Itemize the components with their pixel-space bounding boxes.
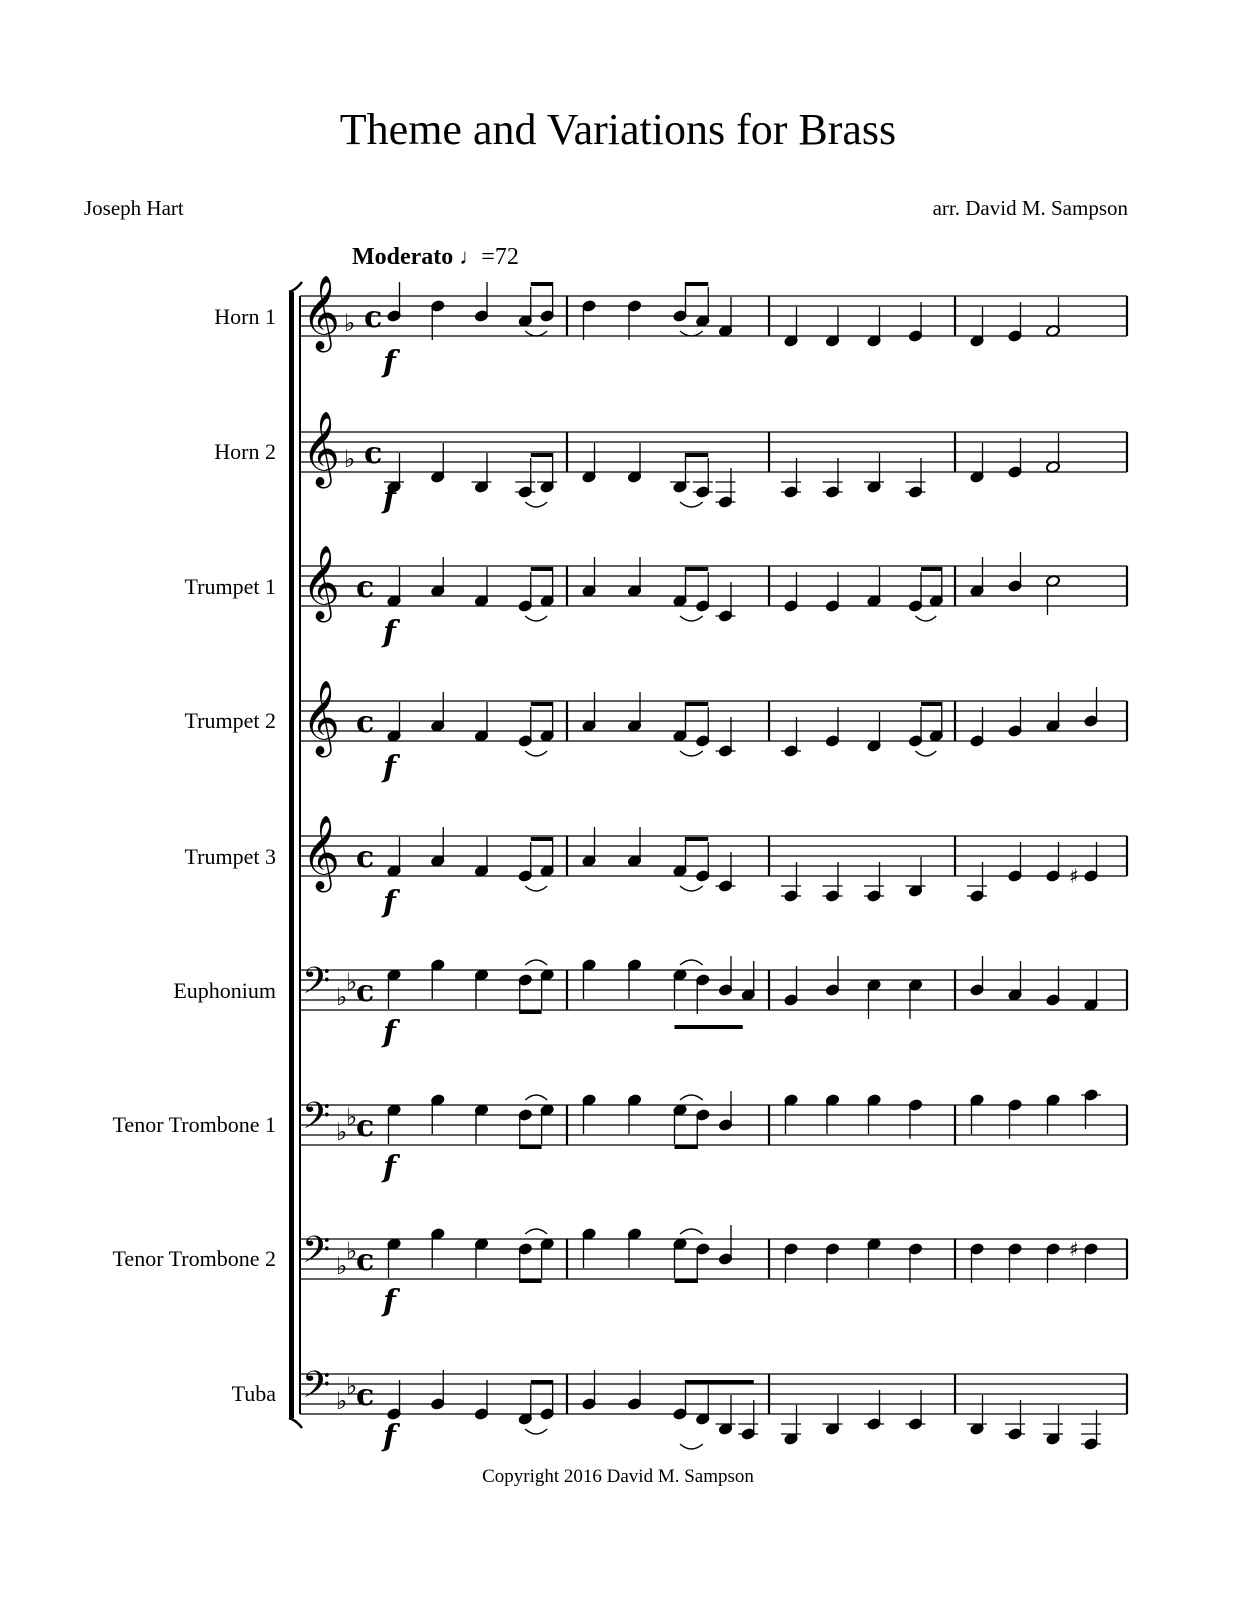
beam xyxy=(531,453,553,457)
slur xyxy=(680,886,703,891)
slur xyxy=(525,331,547,336)
beam xyxy=(531,837,553,841)
beam xyxy=(686,453,709,457)
beam xyxy=(686,282,709,286)
slur xyxy=(916,751,937,756)
slur xyxy=(680,502,703,507)
slur xyxy=(525,960,547,965)
common-time-icon: c xyxy=(356,1378,375,1413)
common-time-icon: c xyxy=(356,1243,375,1278)
dynamic-forte: f xyxy=(383,615,396,650)
tempo-bpm: =72 xyxy=(481,244,519,270)
instrument-label: Horn 1 xyxy=(214,304,276,329)
instrument-label: Trumpet 2 xyxy=(184,708,276,733)
instrument-label: Trumpet 1 xyxy=(184,574,276,599)
staff-trumpet-2 xyxy=(300,681,1127,785)
bass-clef-icon: 𝄢 xyxy=(302,960,331,1011)
flat-icon: ♭ xyxy=(346,1237,358,1265)
dynamic-forte: f xyxy=(383,750,396,785)
common-time-icon: c xyxy=(364,436,383,471)
beam xyxy=(520,1010,542,1014)
dynamic-forte: f xyxy=(383,1015,396,1050)
bass-clef-icon: 𝄢 xyxy=(302,1229,331,1280)
slur xyxy=(680,1095,703,1100)
slur xyxy=(916,616,937,621)
beam xyxy=(686,702,709,706)
beam xyxy=(921,702,942,706)
flat-icon: ♭ xyxy=(336,1118,348,1146)
quarter-note-icon: ♩ xyxy=(459,244,482,269)
beam xyxy=(686,837,709,841)
system-bracket xyxy=(289,292,294,1418)
dynamic-forte: f xyxy=(383,1284,396,1319)
sharp-icon: ♯ xyxy=(1069,1237,1079,1261)
bracket-hook-top xyxy=(289,282,302,292)
common-time-icon: c xyxy=(364,300,383,335)
beam xyxy=(675,1279,698,1283)
beam xyxy=(686,567,709,571)
beam xyxy=(531,282,553,286)
flat-icon: ♭ xyxy=(346,1372,358,1400)
arranger-credit: arr. David M. Sampson xyxy=(932,196,1128,220)
beam xyxy=(531,567,553,571)
score-title: Theme and Variations for Brass xyxy=(339,105,897,154)
instrument-label: Tenor Trombone 2 xyxy=(112,1246,276,1271)
composer-credit: Joseph Hart xyxy=(84,196,184,220)
staff-tenor-trombone-1 xyxy=(300,1089,1127,1185)
tempo-text: Moderato xyxy=(352,244,454,270)
staff-tenor-trombone-2 xyxy=(300,1225,1127,1319)
slur xyxy=(525,1229,547,1234)
slur xyxy=(525,616,547,621)
treble-clef-icon: 𝄞 xyxy=(302,681,340,755)
dynamic-forte: f xyxy=(383,885,396,920)
bracket-hook-bottom xyxy=(289,1418,302,1428)
treble-clef-icon: 𝄞 xyxy=(302,816,340,890)
slur xyxy=(525,502,547,507)
slur xyxy=(680,616,703,621)
beam xyxy=(675,1025,743,1029)
bass-clef-icon: 𝄢 xyxy=(302,1364,331,1415)
flat-icon: ♭ xyxy=(336,1387,348,1415)
staff-euphonium xyxy=(300,956,1127,1050)
instrument-label: Horn 2 xyxy=(214,439,276,464)
slur xyxy=(680,751,703,756)
staff-tuba xyxy=(300,1364,1127,1454)
instrument-label: Euphonium xyxy=(173,978,276,1003)
common-time-icon: c xyxy=(356,974,375,1009)
dynamic-forte: f xyxy=(383,1419,396,1454)
slur xyxy=(525,1095,547,1100)
sharp-icon: ♯ xyxy=(1069,864,1079,888)
dynamic-forte: f xyxy=(383,1150,396,1185)
flat-icon: ♭ xyxy=(336,983,348,1011)
beam xyxy=(675,1145,698,1149)
beam xyxy=(921,567,942,571)
dynamic-forte: f xyxy=(383,481,396,516)
beam xyxy=(531,702,553,706)
slur xyxy=(680,1444,703,1449)
instrument-label: Tuba xyxy=(231,1381,276,1406)
slur xyxy=(680,331,703,336)
dynamic-forte: f xyxy=(383,345,396,380)
common-time-icon: c xyxy=(356,840,375,875)
treble-clef-icon: 𝄞 xyxy=(302,412,340,486)
staff-trumpet-3 xyxy=(300,816,1127,920)
slur xyxy=(680,1229,703,1234)
bass-clef-icon: 𝄢 xyxy=(302,1095,331,1146)
flat-icon: ♭ xyxy=(346,1103,358,1131)
instrument-label: Tenor Trombone 1 xyxy=(112,1112,276,1137)
flat-icon: ♭ xyxy=(346,968,358,996)
slur xyxy=(680,960,703,965)
flat-icon: ♭ xyxy=(344,309,356,337)
instrument-label: Trumpet 3 xyxy=(184,844,276,869)
flat-icon: ♭ xyxy=(336,1252,348,1280)
treble-clef-icon: 𝄞 xyxy=(302,546,340,620)
beam xyxy=(531,1380,553,1384)
common-time-icon: c xyxy=(356,570,375,605)
staff-trumpet-1 xyxy=(300,546,1127,650)
beam xyxy=(686,1380,754,1384)
slur xyxy=(525,886,547,891)
slur xyxy=(525,751,547,756)
treble-clef-icon: 𝄞 xyxy=(302,276,340,350)
common-time-icon: c xyxy=(356,705,375,740)
beam xyxy=(520,1145,542,1149)
beam xyxy=(520,1279,542,1283)
slur xyxy=(525,1429,547,1434)
staff-horn-1 xyxy=(300,276,1127,380)
flat-icon: ♭ xyxy=(344,445,356,473)
common-time-icon: c xyxy=(356,1109,375,1144)
copyright-notice: Copyright 2016 David M. Sampson xyxy=(482,1466,754,1487)
staff-horn-2 xyxy=(300,412,1127,516)
